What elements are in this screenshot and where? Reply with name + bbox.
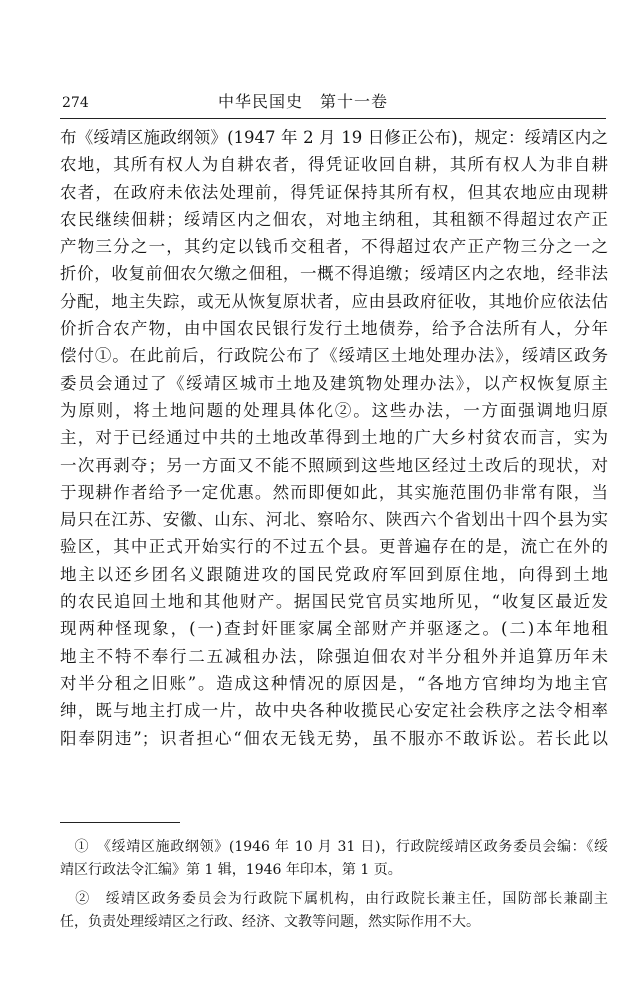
- text-line: 阳奉阴违”；识者担心“佃农无钱无势，虽不服亦不敢诉讼。若长此以: [60, 728, 608, 748]
- text-line: 对半分租之旧账”。造成这种情况的原因是，“各地方官绅均为地主官: [60, 673, 608, 693]
- text-line: 地主以还乡团名义跟随进攻的国民党政府军回到原住地，向得到土地: [60, 564, 608, 584]
- text-line: 验区，其中正式开始实行的不过五个县。更普遍存在的是，流亡在外的: [60, 537, 608, 557]
- header-rule: [60, 118, 606, 119]
- footnote-line: ② 绥靖区政务委员会为行政院下属机构，由行政院长兼主任，国防部长兼副主: [60, 891, 608, 907]
- text-line: 于现耕作者给予一定优惠。然而即便如此，其实施范围仍非常有限，当: [60, 482, 608, 502]
- footnote-line: 靖区行政法令汇编》第 1 辑，1946 年印本，第 1 页。: [60, 862, 402, 878]
- text-line: 农者，在政府未依法处理前，得凭证保持其所有权，但其农地应由现耕: [60, 182, 608, 202]
- footnote-rule: [60, 822, 180, 823]
- footnote-2: [60, 888, 608, 934]
- text-line: 折价，收复前佃农欠缴之佃租，一概不得追缴；绥靖区内之农地，经非法: [60, 264, 608, 284]
- text-line: 局只在江苏、安徽、山东、河北、察哈尔、陕西六个省划出十四个县为实: [60, 510, 608, 530]
- text-line: 农民继续佃耕；绥靖区内之佃农，对地主纳租，其租额不得超过农产正: [60, 209, 608, 229]
- text-line: 的农民追回土地和其他财产。据国民党官员实地所见，“收复区最近发: [60, 592, 608, 612]
- text-line: 农地，其所有权人为自耕农者，得凭证收回自耕，其所有权人为非自耕: [60, 155, 608, 175]
- text-line: 一次再剥夺；另一方面又不能不照顾到这些地区经过土改后的现状，对: [60, 455, 608, 475]
- text-line: 地主不特不奉行二五减租办法，除强迫佃农对半分租外并追算历年未: [60, 646, 608, 666]
- text-line: 委员会通过了《绥靖区城市土地及建筑物处理办法》，以产权恢复原主: [60, 373, 608, 393]
- text-line: 价折合农产物，由中国农民银行发行土地债券，给予合法所有人，分年: [60, 319, 608, 339]
- text-line: 分配，地主失踪，或无从恢复原状者，应由县政府征收，其地价应依法估: [60, 291, 608, 311]
- text-line: 现两种怪现象，(一)查封奸匪家属全部财产并驱逐之。(二)本年地租: [60, 619, 608, 639]
- footnote-line: 任，负责处理绥靖区之行政、经济、文教等问题，然实际作用不大。: [60, 914, 480, 930]
- text-line: 主，对于已经通过中共的土地改革得到土地的广大乡村贫农而言，实为: [60, 428, 608, 448]
- page-number: 274: [62, 95, 89, 111]
- running-title: 中华民国史 第十一卷: [218, 92, 389, 111]
- text-line: 布《绥靖区施政纲领》(1947 年 2 月 19 日修正公布)，规定：绥靖区内之: [60, 128, 608, 147]
- text-line: 绅，既与地主打成一片，故中央各种收揽民心安定社会秩序之法令相率: [60, 701, 608, 721]
- text-line: 产物三分之一，其约定以钱币交租者，不得超过农产正产物三分之一之: [60, 237, 608, 257]
- text-line: 偿付①。在此前后，行政院公布了《绥靖区土地处理办法》，绥靖区政务: [60, 346, 608, 366]
- body-text: [60, 124, 608, 752]
- footnotes: [60, 836, 608, 934]
- footnote-1: [60, 836, 608, 882]
- footnote-line: ① 《绥靖区施政纲领》(1946 年 10 月 31 日)，行政院绥靖区政务委员会编：《绥: [60, 839, 608, 855]
- text-line: 为原则，将土地问题的处理具体化②。这些办法，一方面强调地归原: [60, 400, 608, 420]
